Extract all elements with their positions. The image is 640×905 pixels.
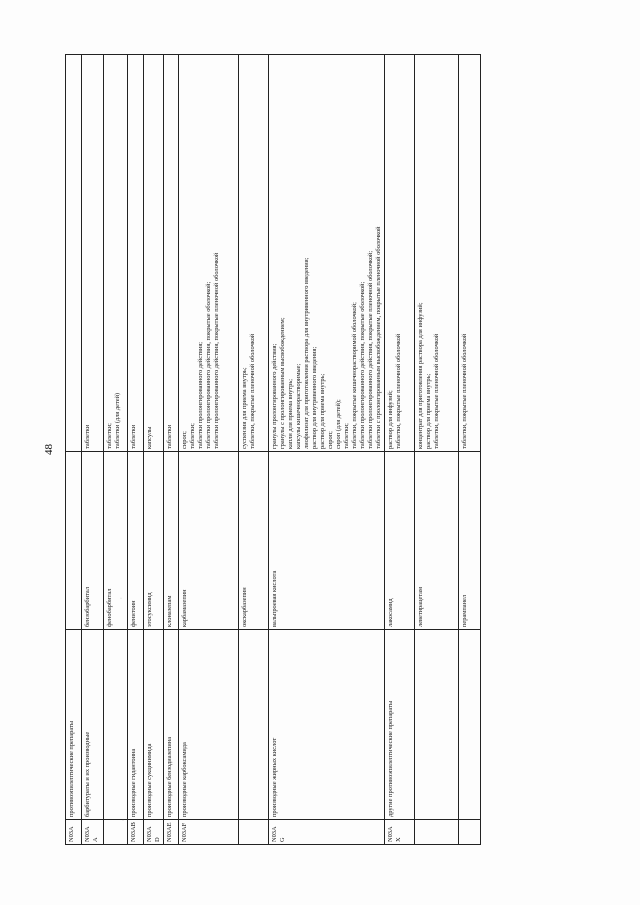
table-row: [459, 55, 481, 845]
drug-name-cell: этосуксимид: [144, 452, 164, 630]
group-name-cell: производные бензодиазепина: [164, 630, 179, 820]
group-name-cell: производные жирных кислот: [269, 630, 385, 820]
dosage-form-line: таблетки: [129, 424, 137, 449]
drug-name-cell: клоназепам: [164, 452, 179, 630]
dosage-forms-cell: [385, 55, 415, 452]
dosage-forms-cell: [269, 55, 385, 452]
drug-name-cell: лакосамид: [385, 452, 415, 630]
dosage-forms-cell: [459, 55, 481, 452]
dosage-forms-cell: [128, 55, 144, 452]
drug-name-cell: леветирацетам: [415, 452, 459, 630]
dosage-form-line: сироп (для детей);: [334, 399, 342, 449]
dosage-forms-cell: [179, 55, 239, 452]
dosage-form-line: раствор для приема внутрь;: [318, 373, 326, 449]
table-row: [104, 55, 128, 845]
dosage-form-line: гранулы пролонгированного действия;: [270, 343, 278, 449]
atc-code-cell: N03AG: [269, 820, 385, 845]
dosage-form-line: таблетки;: [342, 423, 350, 449]
dosage-form-line: таблетки пролонгированного действия, покрытые пленочной оболочкой;: [366, 250, 374, 449]
drug-name-cell: фенитоин: [128, 452, 144, 630]
dosage-form-line: концентрат для приготовления раствора для инфузий;: [416, 302, 424, 449]
dosage-forms-cell: [164, 55, 179, 452]
dosage-form-line: сироп;: [180, 431, 188, 449]
dosage-form-line: гранулы с пролонгированным высвобождением;: [278, 317, 286, 449]
group-name-cell: производные сукцинимида: [144, 630, 164, 820]
drug-name-cell: карбамазепин: [179, 452, 239, 630]
atc-code-cell: N03A: [66, 820, 82, 845]
group-name-cell: барбитураты и их производные: [82, 630, 104, 820]
atc-code-cell: [459, 820, 481, 845]
dosage-forms-cell: [144, 55, 164, 452]
group-name-cell: [459, 630, 481, 820]
group-name-cell: [104, 630, 128, 820]
drug-name-cell: [66, 452, 82, 630]
dosage-forms-cell: [104, 55, 128, 452]
atc-code-cell: N03AF: [179, 820, 239, 845]
dosage-form-line: таблетки пролонгированного действия, покрытые оболочкой;: [358, 281, 366, 449]
rotated-table-container: [65, 55, 563, 845]
dosage-forms-cell: [82, 55, 104, 452]
dosage-form-line: таблетки пролонгированного действия, покрытые оболочкой;: [204, 281, 212, 449]
dosage-form-line: таблетки, покрытые пленочной оболочкой: [460, 333, 468, 449]
scan-artifact: ·: [120, 596, 122, 602]
dosage-form-line: капсулы кишечнорастворимые;: [294, 363, 302, 449]
dosage-form-line: капсулы: [145, 426, 153, 449]
drug-name-cell: бензобарбитал: [82, 452, 104, 630]
atc-code-cell: N03AX: [385, 820, 415, 845]
dosage-form-line: раствор для инфузий;: [386, 390, 394, 449]
dosage-form-line: раствор для приема внутрь;: [424, 373, 432, 449]
atc-code-cell: [415, 820, 459, 845]
dosage-form-line: таблетки: [165, 424, 173, 449]
atc-code-cell: N03AA: [82, 820, 104, 845]
atc-code-cell: N03AD: [144, 820, 164, 845]
atc-code-cell: N03AB: [128, 820, 144, 845]
group-name-cell: производные гидантоина: [128, 630, 144, 820]
table-row: [144, 55, 164, 845]
page-number: 48: [43, 444, 55, 455]
dosage-form-line: суспензия для приема внутрь;: [240, 367, 248, 449]
atc-code-cell: [239, 820, 269, 845]
scan-artifact: ·: [122, 818, 124, 824]
drug-name-cell: фенобарбитал: [104, 452, 128, 630]
dosage-forms-cell: [415, 55, 459, 452]
dosage-form-line: таблетки, покрытые кишечнорастворимой оболочкой;: [350, 302, 358, 449]
dosage-form-line: лиофилизат для приготовления раствора для внутривенного введения;: [302, 257, 310, 449]
dosage-form-line: капли для приема внутрь;: [286, 378, 294, 449]
dosage-form-line: таблетки: [83, 424, 91, 449]
drug-name-cell: перампанел: [459, 452, 481, 630]
drug-name-cell: окскарбазепин: [239, 452, 269, 630]
table-row: [269, 55, 385, 845]
dosage-form-line: таблетки пролонгированного действия;: [196, 341, 204, 449]
dosage-forms-cell: [239, 55, 269, 452]
dosage-form-line: таблетки;: [105, 423, 113, 449]
dosage-form-line: таблетки, покрытые пленочной оболочкой: [248, 333, 256, 449]
group-name-cell: противоэпилептические препараты: [66, 630, 82, 820]
table-row: [415, 55, 459, 845]
dosage-form-line: раствор для внутривенного введения;: [310, 346, 318, 449]
dosage-form-line: таблетки, покрытые пленочной оболочкой: [394, 333, 402, 449]
table-row: [128, 55, 144, 845]
group-name-cell: [239, 630, 269, 820]
group-name-cell: [415, 630, 459, 820]
table-row: [82, 55, 104, 845]
dosage-form-line: таблетки пролонгированного действия, покрытые пленочной оболочкой: [212, 252, 220, 449]
table-row: [66, 55, 82, 845]
dosage-forms-cell: [66, 55, 82, 452]
drug-name-cell: вальпроевая кислота: [269, 452, 385, 630]
dosage-form-line: сироп;: [326, 431, 334, 449]
table-row: [239, 55, 269, 845]
dosage-form-line: таблетки с пролонгированным высвобождением, покрытые пленочной оболочкой: [374, 226, 382, 449]
group-name-cell: производные карбоксамида: [179, 630, 239, 820]
dosage-form-line: таблетки (для детей): [113, 392, 121, 449]
dosage-form-line: таблетки, покрытые пленочной оболочкой: [432, 333, 440, 449]
drug-table: [65, 54, 481, 845]
atc-code-cell: N03AE: [164, 820, 179, 845]
table-row: [164, 55, 179, 845]
group-name-cell: другие противоэпилептические препараты: [385, 630, 415, 820]
table-row: [385, 55, 415, 845]
dosage-form-line: таблетки;: [188, 423, 196, 449]
table-row: [179, 55, 239, 845]
